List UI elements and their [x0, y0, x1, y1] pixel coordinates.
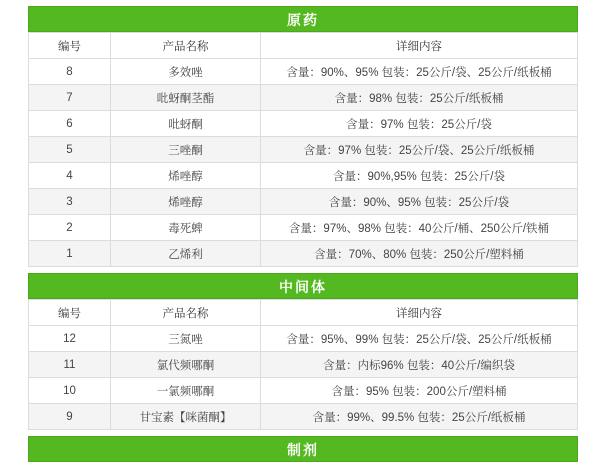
cell-name: 烯唑醇: [111, 163, 261, 189]
cell-no: 11: [29, 352, 111, 378]
cell-name: 三氮唑: [111, 326, 261, 352]
cell-detail: 含量：97%、98% 包装：40公斤/桶、250公斤/铁桶: [261, 215, 578, 241]
cell-no: 9: [29, 404, 111, 430]
table-row: [29, 326, 578, 352]
column-header-detail: 详细内容: [261, 300, 578, 326]
column-header-name: 产品名称: [111, 33, 261, 59]
cell-no: 10: [29, 378, 111, 404]
cell-detail: 含量：97% 包装：25公斤/袋、25公斤/纸板桶: [261, 137, 578, 163]
cell-name: 氯代频哪酮: [111, 352, 261, 378]
cell-detail: 含量：95% 包装：200公斤/塑料桶: [261, 378, 578, 404]
cell-name: 一氯频哪酮: [111, 378, 261, 404]
column-header-no: 编号: [29, 33, 111, 59]
cell-name: 烯唑醇: [111, 189, 261, 215]
cell-name: 多效唑: [111, 59, 261, 85]
cell-name: 吡蚜酮: [111, 111, 261, 137]
cell-no: 7: [29, 85, 111, 111]
section-header-formulation: 制剂: [28, 436, 578, 462]
left-margin: [0, 0, 28, 445]
table-row: [29, 378, 578, 404]
cell-name: 三唑酮: [111, 137, 261, 163]
cell-detail: 含量：90%、95% 包装：25公斤/袋: [261, 189, 578, 215]
table-row: [29, 404, 578, 430]
cell-detail: 含量：95%、99% 包装：25公斤/袋、25公斤/纸板桶: [261, 326, 578, 352]
cell-no: 1: [29, 241, 111, 267]
table-row: [29, 189, 578, 215]
cell-detail: 含量：90%、95% 包装：25公斤/袋、25公斤/纸板桶: [261, 59, 578, 85]
table-header-row: [29, 33, 578, 59]
cell-name: 乙烯利: [111, 241, 261, 267]
table-row: [29, 163, 578, 189]
cell-name: 毒死蜱: [111, 215, 261, 241]
table-header-row: [29, 300, 578, 326]
product-table-raw-drug: [28, 32, 578, 267]
column-header-name: 产品名称: [111, 300, 261, 326]
cell-detail: 含量：99%、99.5% 包装：25公斤/纸板桶: [261, 404, 578, 430]
product-table-intermediate: [28, 299, 578, 430]
cell-detail: 含量：内标96% 包装：40公斤/编织袋: [261, 352, 578, 378]
cell-name: 吡蚜酮茎酯: [111, 85, 261, 111]
cell-detail: 含量：97% 包装：25公斤/袋: [261, 111, 578, 137]
column-header-detail: 详细内容: [261, 33, 578, 59]
table-row: [29, 137, 578, 163]
table-row: [29, 352, 578, 378]
cell-no: 5: [29, 137, 111, 163]
cell-no: 6: [29, 111, 111, 137]
table-row: [29, 59, 578, 85]
cell-detail: 含量：90%,95% 包装：25公斤/袋: [261, 163, 578, 189]
cell-no: 8: [29, 59, 111, 85]
section-header-intermediate: 中间体: [28, 273, 578, 299]
cell-no: 2: [29, 215, 111, 241]
cell-name: 甘宝素【咪菌酮】: [111, 404, 261, 430]
table-row: [29, 85, 578, 111]
section-header-raw-drug: 原药: [28, 6, 578, 32]
cell-no: 12: [29, 326, 111, 352]
table-row: [29, 215, 578, 241]
table-row: [29, 241, 578, 267]
cell-detail: 含量：70%、80% 包装：250公斤/塑料桶: [261, 241, 578, 267]
catalog-content: [28, 6, 578, 462]
column-header-no: 编号: [29, 300, 111, 326]
cell-no: 3: [29, 189, 111, 215]
table-row: [29, 111, 578, 137]
cell-detail: 含量：98% 包装：25公斤/纸板桶: [261, 85, 578, 111]
cell-no: 4: [29, 163, 111, 189]
